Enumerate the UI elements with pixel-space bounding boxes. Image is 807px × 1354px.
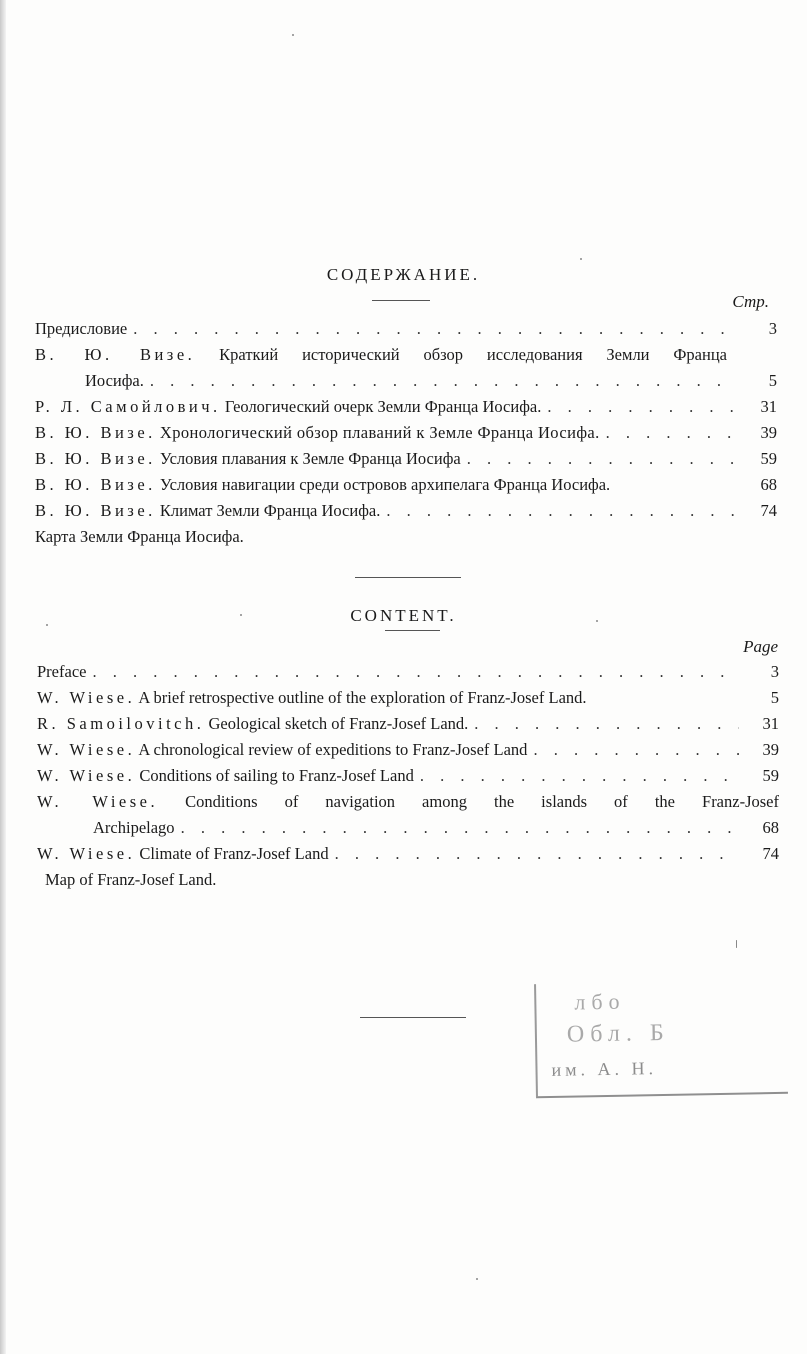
scan-speck	[596, 620, 598, 622]
page-number: 74	[762, 844, 779, 863]
page-number: 39	[762, 740, 779, 759]
entry-title: Climate of Franz-Josef Land	[139, 844, 329, 863]
scan-speck	[240, 614, 242, 616]
entry-author: Р. Л. Самойлович.	[35, 397, 221, 416]
toc-entry	[37, 763, 779, 789]
toc-entry	[35, 446, 777, 472]
entry-title: Предисловие	[35, 319, 128, 338]
page-column-label-ru: Стр.	[732, 292, 769, 311]
end-divider	[360, 1017, 466, 1018]
page-number: 5	[768, 371, 777, 390]
contents-title-ru: СОДЕРЖАНИЕ.	[326, 265, 481, 284]
leader-dots	[181, 815, 739, 841]
entry-author: В. Ю. Визе.	[35, 475, 156, 494]
toc-entry	[37, 789, 779, 841]
toc-entry	[37, 737, 779, 763]
page-number: 31	[760, 397, 777, 416]
toc-entry	[35, 472, 777, 498]
toc-entry	[35, 342, 777, 394]
toc-entry	[37, 711, 779, 737]
toc-entry	[35, 524, 777, 550]
entry-author: W. Wiese.	[37, 792, 159, 811]
entry-title: A brief retrospective outline of the exploration of Franz-Josef Land.	[138, 688, 587, 707]
entry-title: Preface	[37, 662, 87, 681]
toc-entry	[37, 685, 779, 711]
leader-dots	[420, 763, 739, 789]
page-number: 68	[760, 475, 777, 494]
entry-author: R. Samoilovitch.	[37, 714, 205, 733]
page-number: 74	[760, 501, 777, 520]
page-number: 68	[762, 818, 779, 837]
toc-entry	[35, 420, 777, 446]
page-number: 59	[760, 449, 777, 468]
page-number: 3	[768, 319, 777, 338]
entry-title: Хронологический обзор плаваний к Земле Франца Иосифа.	[159, 423, 600, 442]
entry-title: Карта Земли Франца Иосифа.	[35, 527, 244, 546]
scan-speck	[476, 1278, 478, 1280]
leader-dots	[335, 841, 739, 867]
toc-entry	[37, 659, 779, 685]
entry-author: В. Ю. Визе.	[35, 423, 156, 442]
page-number: 59	[762, 766, 779, 785]
entry-title: Условия навигации среди островов архипелага Франца Иосифа.	[159, 475, 611, 494]
leader-dots	[467, 446, 737, 472]
page-number: 39	[760, 423, 777, 442]
entry-title: Краткий исторический обзор исследования Земли Франца	[219, 345, 727, 364]
entry-author: W. Wiese.	[37, 688, 136, 707]
scan-speck	[580, 258, 582, 260]
entry-author: W. Wiese.	[37, 844, 136, 863]
toc-entry	[37, 867, 779, 893]
leader-dots	[547, 394, 737, 420]
toc-entry	[35, 394, 777, 420]
stamp-line-2: Обл. Б	[566, 1019, 670, 1048]
section-divider	[355, 577, 461, 578]
title-rule-en	[385, 630, 440, 631]
leader-dots	[533, 737, 739, 763]
library-stamp	[534, 980, 788, 1098]
toc-list-ru	[35, 316, 777, 550]
entry-title: Geological sketch of Franz-Josef Land.	[208, 714, 469, 733]
entry-author: В. Ю. Визе.	[35, 345, 196, 364]
entry-title: Conditions of sailing to Franz-Josef Land	[139, 766, 414, 785]
page-binding-edge	[0, 0, 6, 1354]
entry-title: Conditions of navigation among the islands of the Franz-Josef	[185, 792, 779, 811]
entry-title: A chronological review of expeditions to Franz-Josef Land	[138, 740, 528, 759]
contents-title-en: CONTENT.	[350, 606, 457, 625]
scan-speck	[736, 940, 737, 948]
page-column-label-en: Page	[743, 637, 778, 656]
toc-entry	[37, 841, 779, 867]
toc-entry	[35, 316, 777, 342]
entry-title: Условия плавания к Земле Франца Иосифа	[159, 449, 461, 468]
entry-title-continued: Иосифа.	[85, 371, 144, 390]
stamp-line-1: лбо	[574, 988, 626, 1015]
scan-speck	[46, 624, 48, 626]
entry-title: Геологический очерк Земли Франца Иосифа.	[224, 397, 542, 416]
entry-title: Климат Земли Франца Иосифа.	[159, 501, 381, 520]
entry-author: W. Wiese.	[37, 766, 136, 785]
title-rule-ru	[372, 300, 430, 301]
leader-dots	[150, 368, 737, 394]
toc-entry	[35, 498, 777, 524]
leader-dots	[133, 316, 737, 342]
page-number: 31	[762, 714, 779, 733]
entry-title: Map of Franz-Josef Land.	[45, 870, 217, 889]
entry-author: В. Ю. Визе.	[35, 501, 156, 520]
scan-speck	[292, 34, 294, 36]
page-number: 3	[770, 662, 779, 681]
leader-dots	[92, 659, 739, 685]
leader-dots	[474, 711, 739, 737]
page-number: 5	[770, 688, 779, 707]
entry-author: W. Wiese.	[37, 740, 136, 759]
leader-dots	[606, 420, 737, 446]
toc-list-en	[37, 659, 779, 893]
leader-dots	[386, 498, 737, 524]
stamp-line-3: им. А. Н.	[551, 1058, 658, 1080]
entry-title-continued: Archipelago	[93, 818, 175, 837]
entry-author: В. Ю. Визе.	[35, 449, 156, 468]
